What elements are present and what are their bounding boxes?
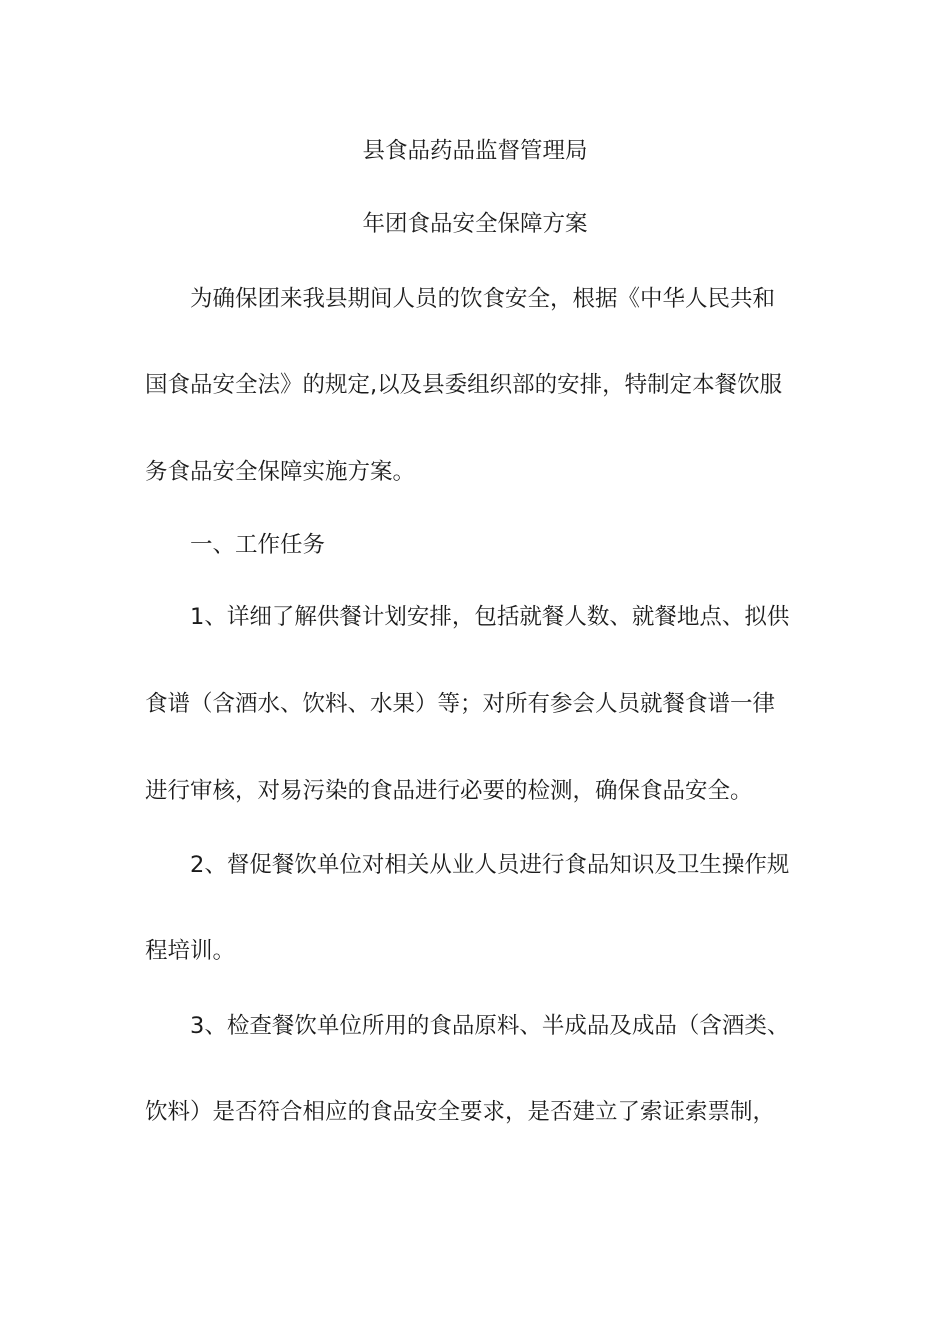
section-heading-tasks: 一、工作任务 xyxy=(190,532,326,558)
paragraph-intro-line-1: 为确保团来我县期间人员的饮食安全，根据《中华人民共和 xyxy=(190,286,776,312)
document-title-plan: 年团食品安全保障方案 xyxy=(362,211,588,237)
item-1-line-3: 进行审核，对易污染的食品进行必要的检测，确保食品安全。 xyxy=(145,778,753,804)
item-3-line-1: 3、检查餐饮单位所用的食品原料、半成品及成品（含酒类、 xyxy=(190,1013,790,1039)
item-2-line-1: 2、督促餐饮单位对相关从业人员进行食品知识及卫生操作规 xyxy=(190,852,790,878)
item-1-line-2: 食谱（含酒水、饮料、水果）等；对所有参会人员就餐食谱一律 xyxy=(145,691,776,717)
paragraph-intro-line-3: 务食品安全保障实施方案。 xyxy=(145,459,416,485)
item-2-line-2: 程培训。 xyxy=(145,938,236,964)
item-3-line-2: 饮料）是否符合相应的食品安全要求，是否建立了索证索票制， xyxy=(145,1099,776,1125)
paragraph-intro-line-2: 国食品安全法》的规定,以及县委组织部的安排，特制定本餐饮服 xyxy=(145,372,783,398)
item-1-line-1: 1、详细了解供餐计划安排，包括就餐人数、就餐地点、拟供 xyxy=(190,604,790,630)
document-title-agency: 县食品药品监督管理局 xyxy=(362,138,588,164)
